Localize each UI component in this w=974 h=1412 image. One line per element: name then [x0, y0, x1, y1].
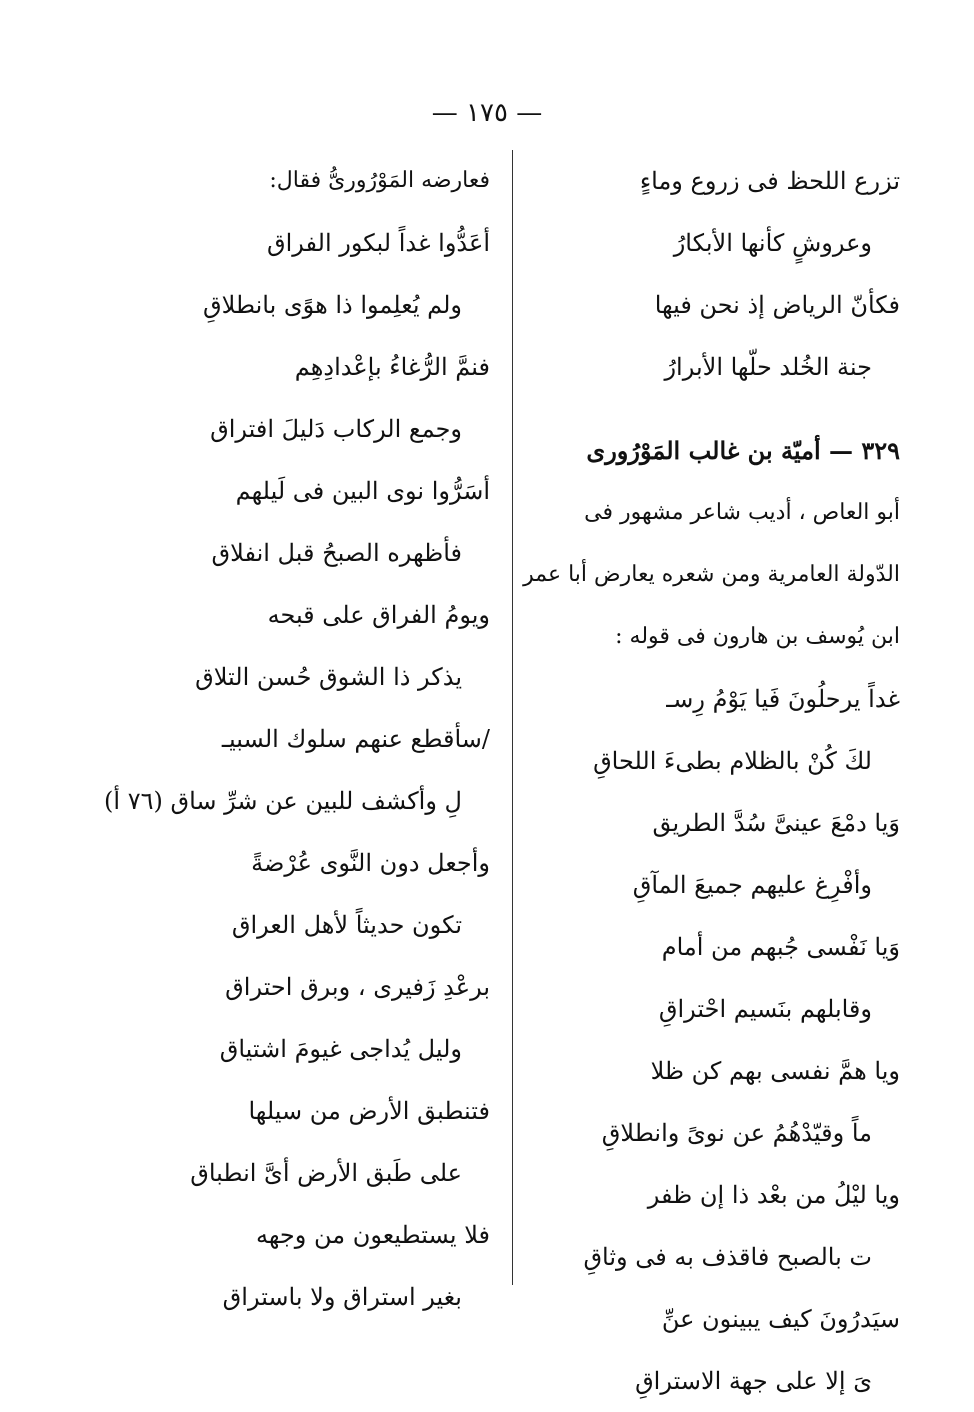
verse-line: فأظهره الصبحُ قبل انفلاق: [211, 539, 462, 567]
verse-line: وأفْرِغ عليهم جميعَ المآقِ: [632, 871, 872, 899]
verse-line: ويا ليْلُ من بعْد ذا إن ظفر: [647, 1181, 900, 1209]
verse-line: سيَدرُونَ كيف يبينون عنِّ: [661, 1305, 900, 1333]
verse-line: وَيا دمْعَ عينىَّ سُدَّ الطريق: [652, 809, 900, 837]
poem-line: جنة الخُلد حلّها الأبرارُ: [664, 353, 872, 381]
poem-line: تزرع اللحظ فى زروع وماءٍ: [639, 167, 900, 195]
entry-text: الدّولة العامرية ومن شعره يعارض أبا عمر: [523, 562, 900, 587]
right-column: [523, 150, 900, 1412]
verse-line: وليل يُداجى غيومَ اشتياق: [219, 1035, 462, 1063]
verse-line: أسَرُّوا نوى البين فى لَيلهم: [235, 477, 490, 505]
verse-line: ماً وقيّدْهُمُ عن نوىً وانطلاقِ: [601, 1119, 872, 1147]
verse-line: لِ وأكشف للبين عن شرِّ ساق (٧٦ أ): [104, 787, 462, 815]
verse-line: ويومُ الفراق على قبحه: [267, 601, 490, 629]
verse-line: أعَدُّوا غداً لبكور الفراق: [267, 229, 490, 257]
entry-heading: ٣٢٩ — أميّة بن غالب المَوْرُورى: [586, 436, 900, 465]
verse-line: برعْدِ زَفيرى ، وبرق احتراق: [225, 973, 490, 1001]
verse-line: لكَ كُنْ بالظلام بطىءَ اللحاقِ: [593, 747, 872, 775]
entry-text: ابن يُوسف بن هارون فى قوله :: [615, 624, 900, 649]
page-number: — ١٧٥ —: [431, 98, 543, 128]
intro-line: فعارضه المَوْرُورىُّ فقال:: [269, 168, 490, 193]
verse-line: على طَبق الأرض أىَّ انطباق: [190, 1159, 462, 1187]
verse-line: /سأقطع عنهم سلوك السبيـ: [221, 725, 490, 753]
poem-line: فكأنّ الرياض إذ نحن فيها: [654, 291, 900, 319]
verse-line: ىَ إلا على جهة الاستراقِ: [635, 1367, 872, 1395]
verse-line: يذكر ذا الشوق حُسن التلاق: [195, 663, 462, 691]
verse-line: وجمع الركاب دَليلَ افتراق: [210, 415, 462, 443]
verse-line: ولم يُعلِموا ذا هوًى بانطلاقِ: [202, 291, 462, 319]
verse-line: فتنطبق الأرض من سيلها: [248, 1097, 490, 1125]
verse-line: فنمَّ الرُّغاءُ بإعْدادِهِم: [294, 353, 490, 381]
verse-line: تكون حديثاً لأهل العراق: [231, 911, 462, 939]
entry-text: أبو العاص ، أديب شاعر مشهور فى: [584, 500, 900, 525]
left-column: [104, 150, 490, 1328]
verse-line: غداً يرحلُونَ فَيا يَوْمُ رِسـ: [666, 685, 900, 713]
column-divider: [512, 150, 513, 1285]
verse-line: وَيا نَفْسى جُبهم من أمام: [661, 933, 900, 961]
verse-line: ويا همَّ نفسى بهم كن ظلا: [650, 1057, 900, 1085]
spacer: [540, 398, 900, 420]
poem-line: وعروشٍ كأنها الأبكارُ: [673, 229, 872, 257]
verse-line: وأجعل دون النَّوى عُرْضةً: [251, 849, 490, 877]
verse-line: بغير استراق ولا باستراق: [222, 1283, 462, 1311]
verse-line: ت بالصبح فاقذف به فى وثاقِ: [583, 1243, 872, 1271]
verse-line: فلا يستطيعون من وجهه: [255, 1221, 490, 1249]
verse-line: وقابلهم بنَسيم احْتراقِ: [658, 995, 872, 1023]
